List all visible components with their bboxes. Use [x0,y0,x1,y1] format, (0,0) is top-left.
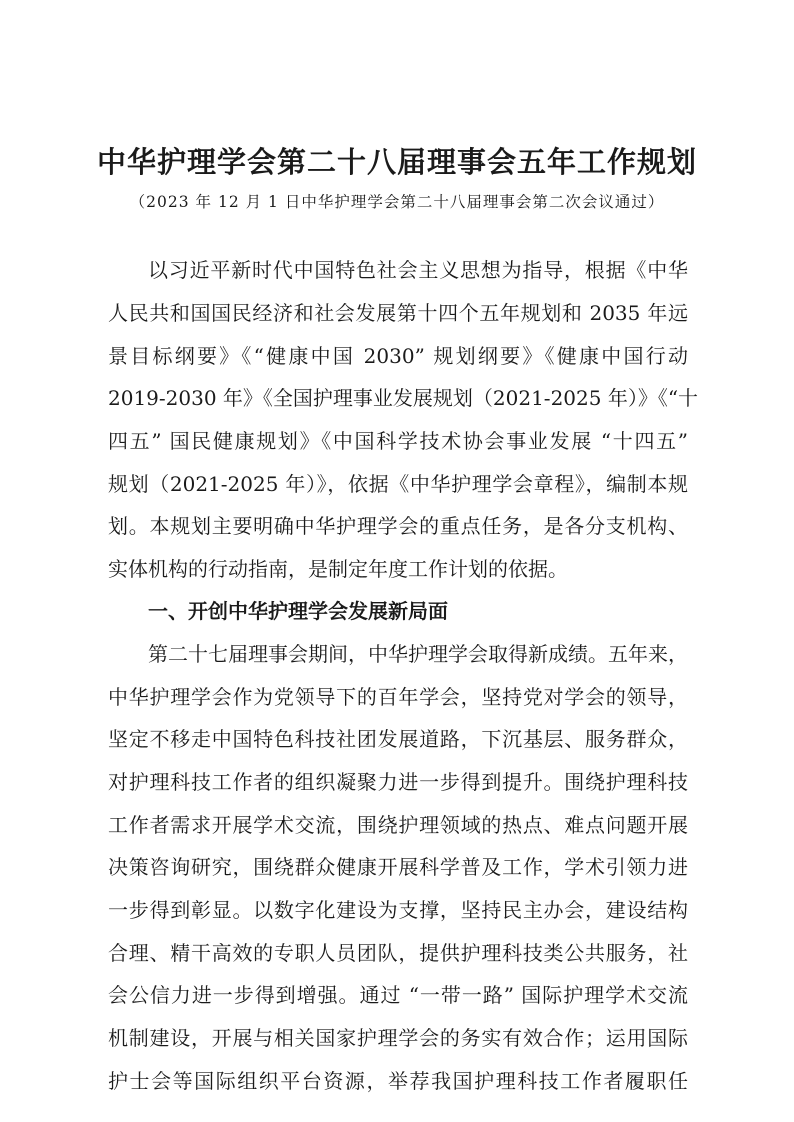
paragraph-line: 第二十七届理事会期间，中华护理学会取得新成绩。五年来， [148,642,688,666]
paragraph-line: 实体机构的行动指南，是制定年度工作计划的依据。 [108,557,568,581]
document-title: 中华护理学会第二十八届理事会五年工作规划 [96,145,697,179]
paragraph-line: 决策咨询研究，围绕群众健康开展科学普及工作，学术引领力进 [108,855,688,879]
paragraph-line: 景目标纲要》《“健康中国 2030” 规划纲要》《健康中国行动 [108,344,688,368]
paragraph-line: 规划（2021-2025 年）》，依据《中华护理学会章程》，编制本规 [108,472,688,496]
paragraph-line: 四五” 国民健康规划》《中国科学技术协会事业发展 “十四五” [108,429,688,453]
paragraph-line: 合理、精干高效的专职人员团队，提供护理科技类公共服务，社 [108,941,688,965]
paragraph-line: 人民共和国国民经济和社会发展第十四个五年规划和 2035 年远 [108,301,688,325]
paragraph-line: 以习近平新时代中国特色社会主义思想为指导，根据《中华 [148,258,688,282]
paragraph-line: 一步得到彰显。以数字化建设为支撑，坚持民主办会，建设结构 [108,898,688,922]
paragraph-line: 会公信力进一步得到增强。通过 “一带一路” 国际护理学术交流 [108,983,688,1007]
paragraph-line: 护士会等国际组织平台资源，举荐我国护理科技工作者履职任 [108,1069,688,1093]
paragraph-line: 工作者需求开展学术交流，围绕护理领域的热点、难点问题开展 [108,813,688,837]
document-subtitle: （2023 年 12 月 1 日中华护理学会第二十八届理事会第二次会议通过） [129,193,665,211]
paragraph-line: 中华护理学会作为党领导下的百年学会，坚持党对学会的领导， [108,685,688,709]
paragraph-line: 对护理科技工作者的组织凝聚力进一步得到提升。围绕护理科技 [108,770,688,794]
section-heading: 一、开创中华护理学会发展新局面 [148,599,448,623]
paragraph-line: 划。本规划主要明确中华护理学会的重点任务，是各分支机构、 [108,514,688,538]
paragraph-line: 坚定不移走中国特色科技社团发展道路，下沉基层、服务群众， [108,727,688,751]
paragraph-line: 机制建设，开展与相关国家护理学会的务实有效合作；运用国际 [108,1026,688,1050]
paragraph-line: 2019-2030 年》《全国护理事业发展规划（2021-2025 年）》《“十 [108,386,699,410]
